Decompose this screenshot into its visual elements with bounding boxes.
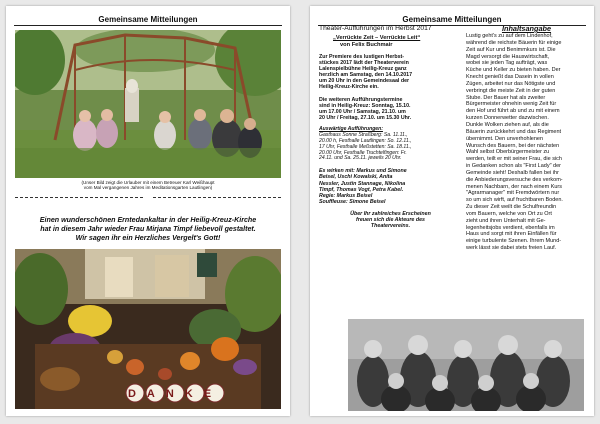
summary-line: vom Bauern, welche von Ort zu Ort [466,210,552,217]
summary-line: zieht und ihren Unterhalt mit Ge- [466,217,546,224]
external-line: 24.11. und Sa. 25.11. jeweils 20 Uhr. [319,155,402,162]
cast-line: Timpf, Thomas Vogt, Petra Kabel. [319,186,404,193]
dates-line: um 17.00 Uhr / Samstag, 21.10. um [319,108,406,115]
closing-line: freuen sich die Akteure des [356,217,425,224]
summary-heading: Inhaltsangabe [501,24,552,33]
summary-line: den Hof und führt ab und zu mit einem [466,108,560,115]
right-page [310,6,594,416]
right-page-header: Gemeinsame Mitteilungen [318,15,586,26]
cast-line: Regie: Markus Beisel [319,192,373,199]
caption-line: vom Mal vergangenen Jahres im Meditationsgarten Lautlingen) [83,185,213,191]
harvest-line: Einen wunderschönen Erntedankaltar in der Heilig-Kreuz-Kirche [39,216,257,224]
summary-line: die Anbiederungsversuche des verkom- [466,176,563,183]
summary-line: menen Nachbarn, der nach einem Kurs [466,183,562,190]
summary-line: Zu dieser Zeit weilt die Schulfreundin [466,204,557,211]
cast-line: Es wirken mit: Markus und Simone [319,168,407,175]
summary-line: Gemeinde sieht! Deshalb fallen bei ihr [466,169,559,176]
external-line: 17 Uhr, Festhalle Meßstetten: Sa. 18.11., [319,143,412,150]
external-line: Gasthaus Sonne Straßberg: Sa. 11.11., [319,131,408,138]
summary-line: Zügen, arbeitet nur das Nötigste und [466,80,556,87]
summary-line: Wunsch des Bauern, bei der nächsten [466,142,560,149]
premiere-line: herzlich am Samstag, den 14.10.2017 [319,72,413,79]
summary-text [466,33,587,252]
cast-group-photo [348,319,584,411]
summary-line: einige turbulente Szenen. Ihrem Mund- [466,238,562,245]
external-line: 20.00 Uhr, Festhalle Truchtelfingen: Fr. [319,149,407,156]
photo-caption [15,180,281,191]
summary-line: Magd versorgt die Hauswirtschaft, [466,53,550,60]
dates-line: sind in Heilig-Kreuz: Sonntag, 15.10. [319,102,411,109]
premiere-line: Lalenspielbühne Heilig-Kreuz ganz [319,66,407,73]
summary-line: Knecht genießt das Dasein in vollen [466,74,554,81]
garden-photo-image [15,30,281,178]
summary-line: legenheitsjobs verdient, ebenfalls im [466,224,555,231]
cast-group-image [348,319,584,411]
caption-line: (Unser Bild zeigt die Urlauber mit einem Betreuer Karl Weißhaupt [81,180,215,185]
summary-line: Lustig geht's zu auf dem Lindenhof, [466,33,553,39]
closing-text [319,211,462,229]
external-dates [319,133,462,163]
summary-line: übernimmt. Den unverhohlenen [466,135,544,142]
summary-line: Bürgermeister ohnehin wenig Zeit für [466,101,557,108]
summary-line: kurzen Donnerwetter dazwischen. [466,115,549,122]
dates-line: Die weiteren Aufführungstermine [319,96,403,103]
summary-line: verbringt die meiste Zeit in der guten [466,87,556,94]
harvest-line: hat in diesem Jahr wieder Frau Mirjana Timpf liebevoll gestaltet. [40,224,256,233]
harvest-announcement [14,216,282,242]
summary-line: während die reichste Bäuerin für einige [466,39,562,46]
external-line: 20.00 h, Festhalle Lautlingen: So. 12.11., [319,137,412,144]
closing-line: Theatervereins. [370,223,411,230]
cast-line: Nessler, Justin Stannage, Nikolina [319,180,406,187]
summary-line: Stube. Der Bauer hat als zweiter [466,94,546,101]
theater-info-column [319,25,462,229]
altar-sign-text: DANKE [127,388,223,400]
left-page [6,6,290,416]
premiere-line: stückes 2017 lädt der Theaterverein [319,60,409,67]
summary-line: werden, teilt er mit seiner Frau, die sich [466,156,562,163]
closing-line: Über Ihr zahlreiches Erscheinen [350,210,431,217]
cast-text [319,168,462,205]
dates-text [319,97,462,121]
play-author: von Felix Buchmair [340,41,393,48]
summary-line: Haus und sorgt mit ihren Einfällen für [466,231,557,238]
summary-line: werk lässt sie dabei stets freien Lauf. [466,245,557,252]
summary-line: in Gedanken schon als "First Lady" der [466,163,562,170]
theater-title: Theater-Aufführungen im Herbst 2017 [319,25,432,32]
divider-left [15,197,143,198]
summary-line: Zeit auf Kur und Benimmkurs ist. Die [466,46,556,53]
summary-line: Bäuerin zurückkehrt und das Regiment [466,128,562,135]
premiere-line: Zur Premiere des lustigen Herbst- [319,54,405,60]
premiere-line: Heilig-Kreuz-Kirche ein. [319,84,379,91]
summary-line: Wahl selbst Oberbürgermeister zu [466,149,550,156]
cast-line: Souffleuse: Simone Beisel [319,198,386,205]
left-page-header: Gemeinsame Mitteilungen [14,15,282,26]
summary-line: Dunkle Wolken ziehen auf, als die [466,121,549,128]
summary-line: so um sich wirft, auf fruchtbaren Boden. [466,197,563,204]
summary-column [466,25,587,252]
summary-line: wobei sie jeden Tag aufträgt, was [466,60,548,67]
harvest-line: Wir sagen ihr ein Herzliches Vergelt's Gott! [75,233,221,242]
summary-line: Küche und Keller zu bieten haben. Der [466,67,561,74]
summary-line: "Agrarmanager" mit Fremdwörtern nur [466,190,560,197]
premiere-line: um 20 Uhr in den Gemeindesaal der [319,78,410,85]
divider-right [153,197,281,198]
dates-line: 20 Uhr / Freitag, 27.10. um 15.30 Uhr. [319,114,412,121]
harvest-altar-image [15,249,281,409]
play-title: „Verrückte Zeit – Verrückte Leit“ [333,35,421,41]
external-heading: Auswärtige Aufführungen: [319,125,383,132]
premiere-text [319,54,462,91]
garden-photo [15,30,281,178]
cast-line: Beisel, Uschi Kowalski, Anita [319,174,393,181]
harvest-altar-photo [15,249,281,409]
